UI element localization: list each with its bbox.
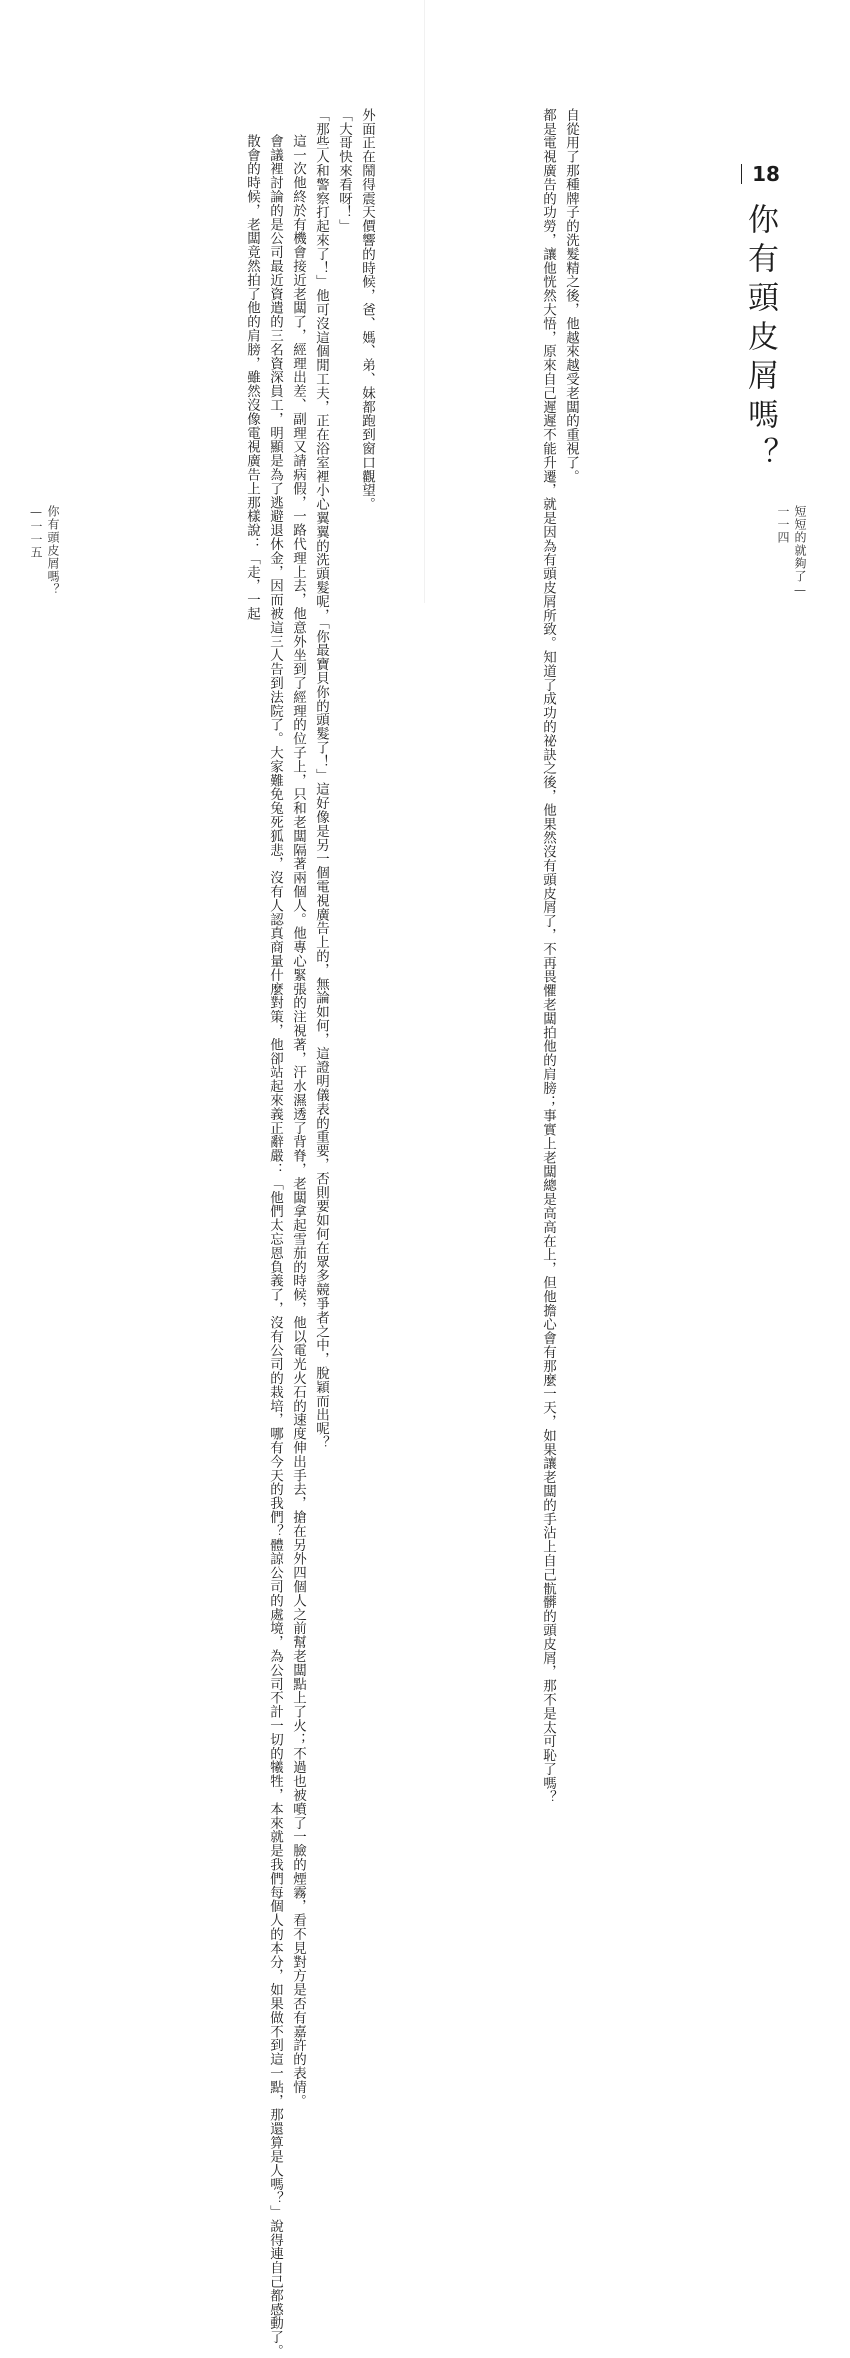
left-page-body: [88, 108, 378, 2358]
paragraph: 這一次他終於有機會接近老闆了，經理出差、副理又請病假，一路代理上去，他意外坐到了經理的位子上，只和老闆隔著兩個人。他專心緊張的注視著，汗水濕透了背脊，老闆拿起雪茄的時候，他以電光火石的速度伸出手去，搶在另外四個人之前幫老闆點上了火；不過也被噴了一臉的煙霧，看不見對方是否有嘉許的表情。: [290, 134, 306, 2108]
running-head-left: 你有頭皮屑嗎？—一一五: [29, 505, 60, 596]
paragraph: 外面正在鬧得震天價響的時候，爸、媽、弟、妹都跑到窗口觀望。: [359, 108, 375, 512]
paragraph: 散會的時候，老闆竟然拍了他的肩膀，雖然沒像電視廣告上那樣說：「走，一起: [244, 134, 260, 621]
running-head-right: 短短的就夠了—一一四: [776, 505, 807, 598]
paragraph: 「大哥快來看呀！」: [336, 108, 352, 234]
paragraph: 「那些人和警察打起來了！」他可沒這個閒工夫，正在浴室裡小心翼翼的洗頭髮呢，「你最寶貝你的頭髮了！」這好像是另一個電視廣告上的，無論如何，這證明儀表的重要，否則要如何在眾多競爭者之中，脫穎而出呢？: [313, 108, 329, 1450]
paragraph: 會議裡討論的是公司最近資遣的三名資深員工，明顯是為了逃避退休金，因而被這三人告到法院了。大家難免兔死狐悲，沒有人認真商量什麼對策，他卻站起來義正辭嚴：「他們太忘恩負義了，沒有公司的栽培，哪有今天的我們？體諒公司的處境，為公司不計一切的犧牲，本來就是我們每個人的本分，如果做不到這一點，那還算是人嗎？」說得連自己都感動了。: [267, 134, 283, 2358]
paragraph: 都是電視廣告的功勞，讓他恍然大悟，原來自己遲遲不能升遷，就是因為有頭皮屑所致。知道了成功的祕訣之後，他果然沒有頭皮屑了，不再畏懼老闆拍他的肩膀；事實上老闆總是高高在上，但他擔心會有那麼一天，如果讓老闆的手沾上自己骯髒的頭皮屑，那不是太可恥了嗎？: [540, 108, 556, 1804]
right-page-body: [492, 108, 582, 1804]
chapter-number: 18: [741, 164, 784, 184]
paragraph: 自從用了那種牌子的洗髮精之後，他越來越受老闆的重視了。: [563, 108, 579, 484]
chapter-title: 你有頭皮屑嗎？: [742, 203, 778, 476]
